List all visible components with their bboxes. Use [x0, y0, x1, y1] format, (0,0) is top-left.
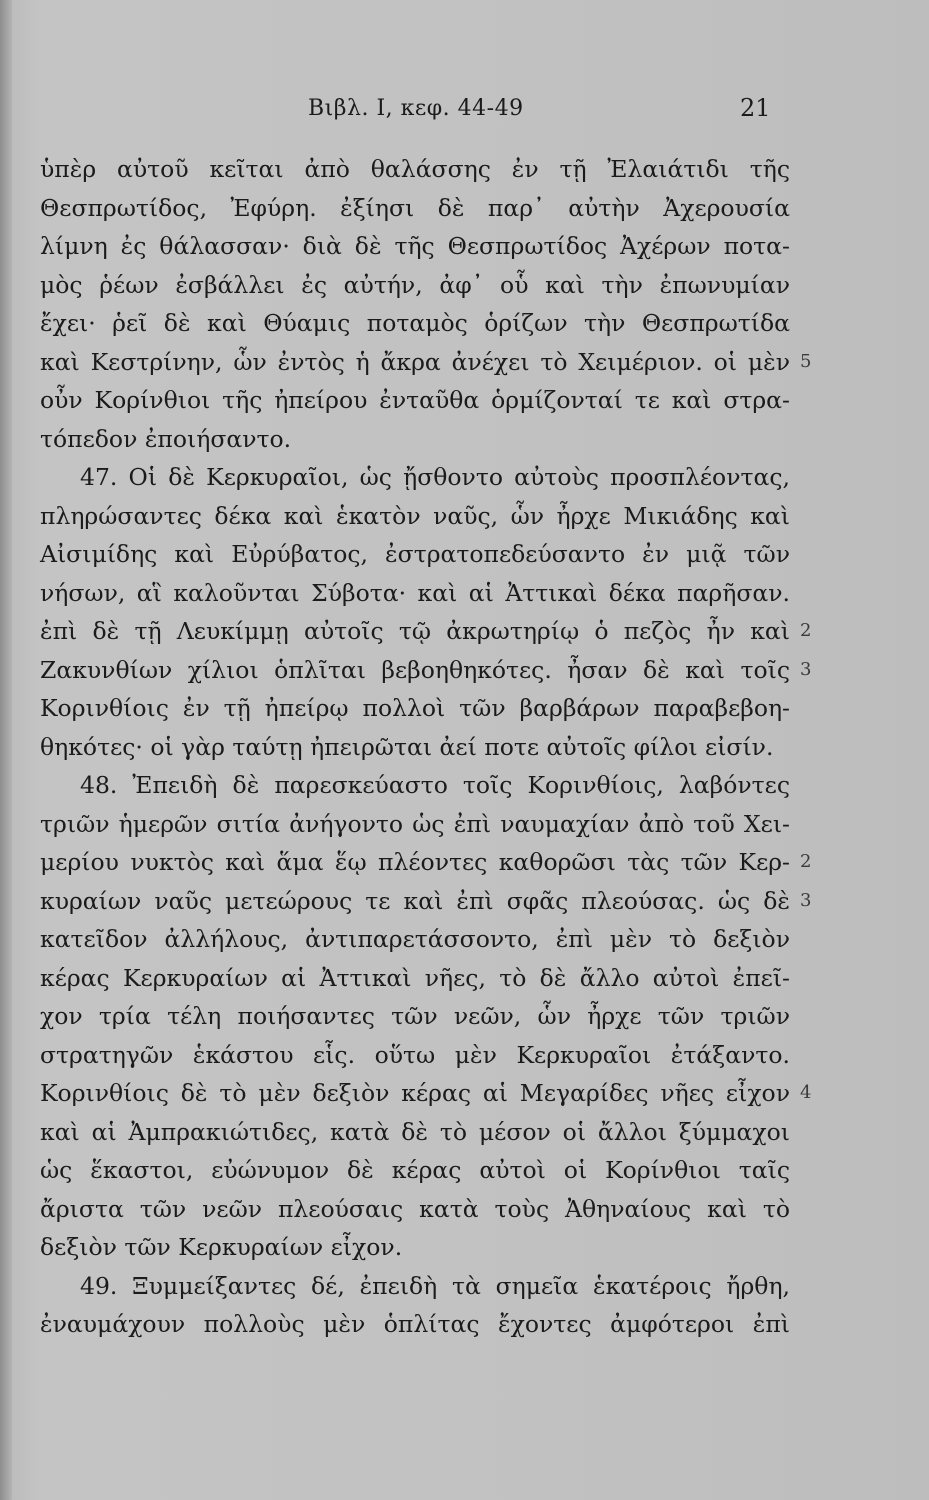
text-line: κέρας Κερκυραίων αἱ Ἀττικαὶ νῆες, τὸ δὲ ἄλλο αὐτοὶ ἐπεῖ- — [40, 963, 790, 992]
text-line: Θεσπρωτίδος, Ἐφύρη. ἐξίησι δὲ παρ᾽ αὐτὴν Ἀχερουσία — [40, 193, 790, 222]
text-line: μὸς ῥέων ἐσβάλλει ἐς αὐτήν, ἀφ᾽ οὗ καὶ τὴν ἐπωνυμίαν — [40, 270, 790, 299]
text-line: 47. Οἱ δὲ Κερκυραῖοι, ὡς ᾔσθοντο αὐτοὺς προσπλέοντας, — [80, 463, 790, 491]
running-header — [40, 92, 840, 132]
text-line: στρατηγῶν ἑκάστου εἷς. οὕτω μὲν Κερκυραῖοι ἐτάξαντο. — [40, 1040, 790, 1069]
text-line: τριῶν ἡμερῶν σιτία ἀνήγοντο ὡς ἐπὶ ναυμαχίαν ἀπὸ τοῦ Χει- — [40, 809, 790, 838]
text-line: λίμνη ἐς θάλασσαν· διὰ δὲ τῆς Θεσπρωτίδος Ἀχέρων ποτα- — [40, 232, 790, 260]
margin-section-number: 2 — [800, 620, 812, 641]
text-line: ἐναυμάχουν πολλοὺς μὲν ὁπλίτας ἔχοντες ἀμφότεροι ἐπὶ — [40, 1310, 790, 1338]
text-line: Αἰσιμίδης καὶ Εὐρύβατος, ἐστρατοπεδεύσαντο ἐν μιᾷ τῶν — [40, 540, 790, 568]
text-line: οὖν Κορίνθιοι τῆς ἠπείρου ἐνταῦθα ὁρμίζονταί τε καὶ στρα- — [40, 386, 790, 414]
margin-section-number: 2 — [800, 851, 812, 872]
running-title: Βιβλ. Ι, κεφ. 44-49 — [308, 96, 524, 121]
text-line: 49. Ξυμμείξαντες δέ, ἐπειδὴ τὰ σημεῖα ἑκατέροις ἤρθη, — [80, 1271, 790, 1300]
text-line: θηκότες· οἱ γὰρ ταύτῃ ἠπειρῶται ἀεί ποτε αὐτοῖς φίλοι εἰσίν. — [40, 732, 774, 761]
margin-section-number: 4 — [800, 1082, 812, 1103]
text-line: Κορινθίοις δὲ τὸ μὲν δεξιὸν κέρας αἱ Μεγαρίδες νῆες εἶχον — [40, 1079, 790, 1107]
text-line: ἄριστα τῶν νεῶν πλεούσαις κατὰ τοὺς Ἀθηναίους καὶ τὸ — [40, 1194, 790, 1223]
text-line: καὶ Κεστρίνην, ὧν ἐντὸς ἡ ἄκρα ἀνέχει τὸ Χειμέριον. οἱ μὲν — [40, 347, 790, 376]
text-line: νήσων, αἳ καλοῦνται Σύβοτα· καὶ αἱ Ἀττικαὶ δέκα παρῆσαν. — [40, 578, 790, 607]
text-line: ὑπὲρ αὐτοῦ κεῖται ἀπὸ θαλάσσης ἐν τῇ Ἐλαιάτιδι τῆς — [40, 155, 790, 183]
text-line: Κορινθίοις ἐν τῇ ἠπείρῳ πολλοὶ τῶν βαρβάρων παραβεβοη- — [40, 694, 790, 722]
text-line: μερίου νυκτὸς καὶ ἅμα ἕῳ πλέοντες καθορῶσι τὰς τῶν Κερ- — [40, 848, 790, 876]
text-line: πληρώσαντες δέκα καὶ ἑκατὸν ναῦς, ὧν ἦρχε Μικιάδης καὶ — [40, 501, 790, 530]
margin-section-number: 5 — [800, 350, 812, 372]
page-binding-edge — [0, 0, 12, 1500]
text-line: δεξιὸν τῶν Κερκυραίων εἶχον. — [40, 1233, 403, 1261]
text-line: Ζακυνθίων χίλιοι ὁπλῖται βεβοηθηκότες. ἦσαν δὲ καὶ τοῖς — [40, 655, 790, 684]
text-line: 48. Ἐπειδὴ δὲ παρεσκεύαστο τοῖς Κορινθίοις, λαβόντες — [80, 771, 790, 799]
text-line: κατεῖδον ἀλλήλους, ἀντιπαρετάσσοντο, ἐπὶ μὲν τὸ δεξιὸν — [40, 925, 790, 953]
page-number: 21 — [740, 94, 771, 122]
text-line: ὡς ἕκαστοι, εὐώνυμον δὲ κέρας αὐτοὶ οἱ Κορίνθιοι ταῖς — [40, 1156, 790, 1184]
text-line: τόπεδον ἐποιήσαντο. — [40, 424, 292, 453]
text-line: χον τρία τέλη ποιήσαντες τῶν νεῶν, ὧν ἦρχε τῶν τριῶν — [40, 1002, 790, 1030]
text-line: καὶ αἱ Ἀμπρακιώτιδες, κατὰ δὲ τὸ μέσον οἱ ἄλλοι ξύμμαχοι — [40, 1117, 790, 1146]
text-line: κυραίων ναῦς μετεώρους τε καὶ ἐπὶ σφᾶς πλεούσας. ὡς δὲ — [40, 886, 790, 915]
text-line: ἐπὶ δὲ τῇ Λευκίμμῃ αὐτοῖς τῷ ἀκρωτηρίῳ ὁ πεζὸς ἦν καὶ — [40, 617, 790, 645]
margin-section-number: 3 — [800, 889, 812, 911]
margin-section-number: 3 — [800, 658, 812, 680]
text-line: ἔχει· ῥεῖ δὲ καὶ Θύαμις ποταμὸς ὁρίζων τὴν Θεσπρωτίδα — [40, 309, 790, 337]
body-text — [40, 150, 790, 1344]
